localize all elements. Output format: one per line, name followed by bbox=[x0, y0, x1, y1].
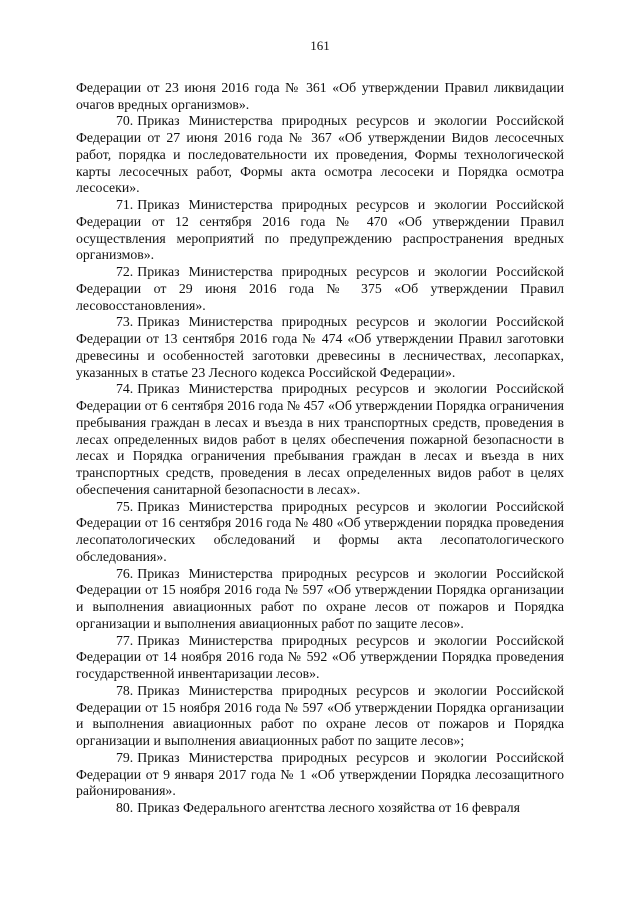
list-item-80 bbox=[76, 800, 564, 817]
list-item-76 bbox=[76, 566, 564, 633]
list-item-78 bbox=[76, 683, 564, 750]
item-number: 76. bbox=[116, 565, 134, 581]
paragraph-text: Приказ Министерства природных ресурсов и экологии Российской Федерации от 9 января 2017 года № 1 «Об утверждении Порядка лесозащитного районирования». bbox=[76, 749, 564, 799]
paragraph-text: Приказ Министерства природных ресурсов и экологии Российской Федерации от 14 ноября 2016 года № 592 «Об утверждении Порядка проведения государственной инвентаризации лесов». bbox=[76, 632, 564, 681]
list-item-74 bbox=[76, 381, 564, 498]
item-number: 77. bbox=[116, 632, 134, 648]
paragraph-text: Федерации от 23 июня 2016 года № 361 «Об утверждении Правил ликвидации очагов вредных организмов». bbox=[76, 79, 564, 112]
paragraph-text: Приказ Министерства природных ресурсов и экологии Российской Федерации от 15 ноября 2016 года № 597 «Об утверждении Порядка организации и выполнения авиационных работ по охране лесов от пожаров и Порядка организации и выполнения авиационных работ по защите лесов»; bbox=[76, 682, 564, 748]
paragraph-continuation bbox=[76, 80, 564, 114]
document-page bbox=[76, 38, 564, 817]
paragraph-text: Приказ Министерства природных ресурсов и экологии Российской Федерации от 29 июня 2016 года № 375 «Об утверждении Правил лесовосстановления». bbox=[76, 264, 564, 313]
item-number: 75. bbox=[116, 498, 134, 514]
item-number: 70. bbox=[116, 113, 134, 129]
page-number: 161 bbox=[310, 38, 330, 53]
item-number: 71. bbox=[116, 197, 134, 212]
paragraph-text: Приказ Министерства природных ресурсов и экологии Российской Федерации от 12 сентября 2016 года № 470 «Об утверждении Правил осуществления мероприятий по предупреждению распространения вредных организмов». bbox=[76, 197, 564, 263]
item-number: 74. bbox=[116, 381, 134, 397]
paragraph-text: Приказ Министерства природных ресурсов и экологии Российской Федерации от 15 ноября 2016 года № 597 «Об утверждении Порядка организации и выполнения авиационных работ по охране лесов от пожаров и Порядка организации и выполнения авиационных работ по защите лесов». bbox=[76, 565, 564, 631]
list-item-75 bbox=[76, 499, 564, 566]
list-item-77 bbox=[76, 633, 564, 683]
list-item-70 bbox=[76, 113, 564, 197]
paragraph-text: Приказ Министерства природных ресурсов и экологии Российской Федерации от 6 сентября 2016 года № 457 «Об утверждении Порядка ограничения пребывания граждан в лесах и въезда в них транспортных средств, проведения в лесах определенных видов работ в целях обеспечения пожарной безопасности в лесах и Порядка ограничения пребывания граждан в лесах и въезда в них транспортных средств, проведения в лесах определенных видов работ в целях обеспечения санитарной безопасности в лесах». bbox=[76, 381, 564, 497]
list-item-79 bbox=[76, 750, 564, 800]
item-number: 78. bbox=[116, 682, 134, 698]
paragraph-text: Приказ Министерства природных ресурсов и экологии Российской Федерации от 13 сентября 2016 года № 474 «Об утверждении Правил заготовки древесины и особенностей заготовки древесины в лесничествах, лесопарках, указанных в статье 23 Лесного кодекса Российской Федерации». bbox=[76, 314, 564, 380]
list-item-72 bbox=[76, 264, 564, 314]
item-number: 80. bbox=[116, 800, 134, 815]
list-item-71 bbox=[76, 197, 564, 264]
item-number: 72. bbox=[116, 264, 134, 279]
list-item-73 bbox=[76, 314, 564, 381]
paragraph-text: Приказ Министерства природных ресурсов и экологии Российской Федерации от 16 сентября 2016 года № 480 «Об утверждении порядка проведения лесопатологических обследований и формы акта лесопатологического обследования». bbox=[76, 498, 564, 564]
paragraph-text: Приказ Федерального агентства лесного хозяйства от 16 февраля bbox=[137, 800, 520, 815]
item-number: 73. bbox=[116, 314, 134, 330]
item-number: 79. bbox=[116, 749, 134, 765]
paragraph-text: Приказ Министерства природных ресурсов и экологии Российской Федерации от 27 июня 2016 года № 367 «Об утверждении Видов лесосечных работ, порядка и последовательности их проведения, Формы технологической карты лесосечных работ, Формы акта осмотра лесосеки и Порядка осмотра лесосеки». bbox=[76, 113, 564, 196]
